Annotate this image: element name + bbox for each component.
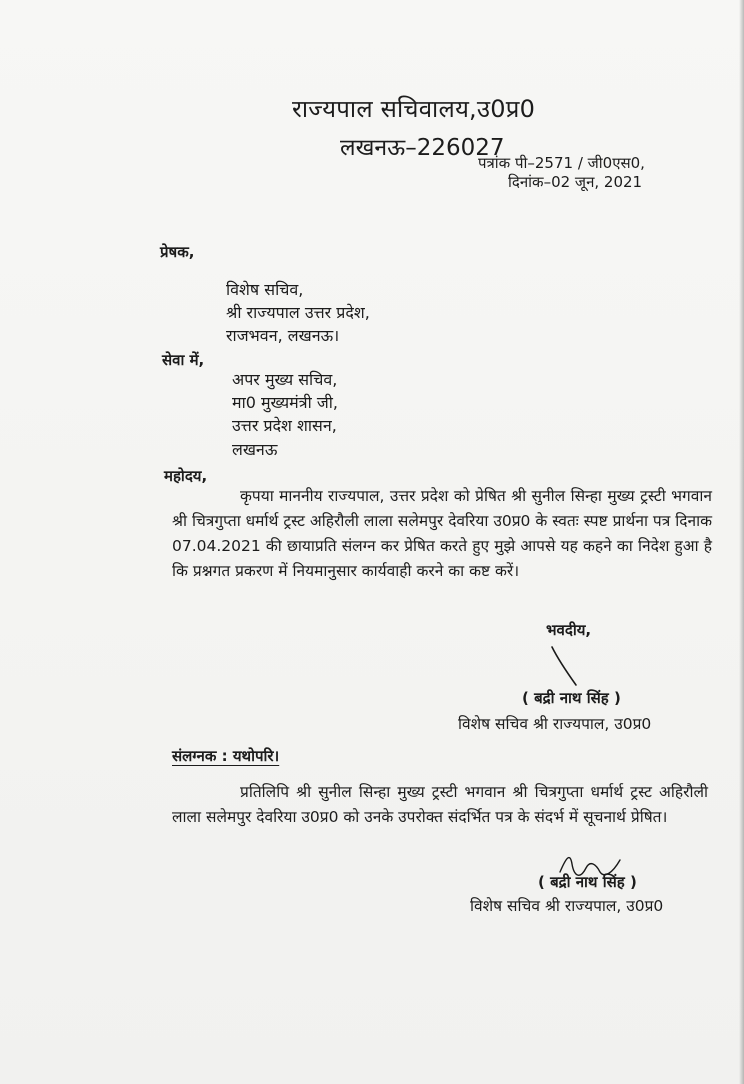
closing: भवदीय, [546,621,592,639]
office-city: लखनऊ–226027 [340,135,505,161]
salutation: महोदय, [164,467,208,485]
signatory-designation: विशेष सचिव श्री राज्यपाल, उ0प्र0 [470,897,664,915]
signatory-name: ( बद्री नाथ सिंह ) [522,689,621,707]
page-edge [739,0,744,1084]
sender-line: विशेष सचिव, [226,280,304,299]
signature-mark [548,645,588,689]
reference-number: पत्रांक पी–2571 / जी0एस0, [478,154,645,172]
letter-body: कृपया माननीय राज्यपाल, उत्तर प्रदेश को प्रेषित श्री सुनील सिन्हा मुख्य ट्रस्टी भगवान श्री चित्रगुप्ता धर्मार्थ ट्रस्ट अहिरौली लाला सलेमपुर देवरिया उ0प्र0 के स्वतः स्पष्ट प्रार्थना पत्र दिनाक 07.04.2021 की छायाप्रति संलग्न कर प्रेषित करते हुए मुझे आपसे यह कहने का निदेश हुआ है कि प्रश्नगत प्रकरण में नियमानुसार कार्यवाही करने का कष्ट करें। [172,487,712,580]
recipient-line: लखनऊ [232,440,278,459]
sender-line: राजभवन, लखनऊ। [226,326,340,345]
enclosure-note: संलग्नक : यथोपरि। [172,747,280,765]
copy-note: प्रतिलिपि श्री सुनील सिन्हा मुख्य ट्रस्टी भगवान श्री चित्रगुप्ता धर्मार्थ ट्रस्ट अहिरौली लाला सलेमपुर देवरिया उ0प्र0 को उनके उपरोक्त संदर्भित पत्र के संदर्भ में सूचनार्थ प्रेषित। [172,783,708,826]
sender-line: श्री राज्यपाल उत्तर प्रदेश, [226,303,370,322]
letter-date: दिनांक–02 जून, 2021 [508,173,643,191]
signatory-name: ( बद्री नाथ सिंह ) [538,873,637,891]
recipient-line: मा0 मुख्यमंत्री जी, [232,393,338,412]
office-title: राज्यपाल सचिवालय,उ0प्र0 [292,95,536,123]
recipient-line: अपर मुख्य सचिव, [232,370,338,389]
recipient-line: उत्तर प्रदेश शासन, [232,416,337,435]
sender-label: प्रेषक, [160,243,195,261]
recipient-label: सेवा में, [162,351,205,369]
signatory-designation: विशेष सचिव श्री राज्यपाल, उ0प्र0 [458,715,652,733]
